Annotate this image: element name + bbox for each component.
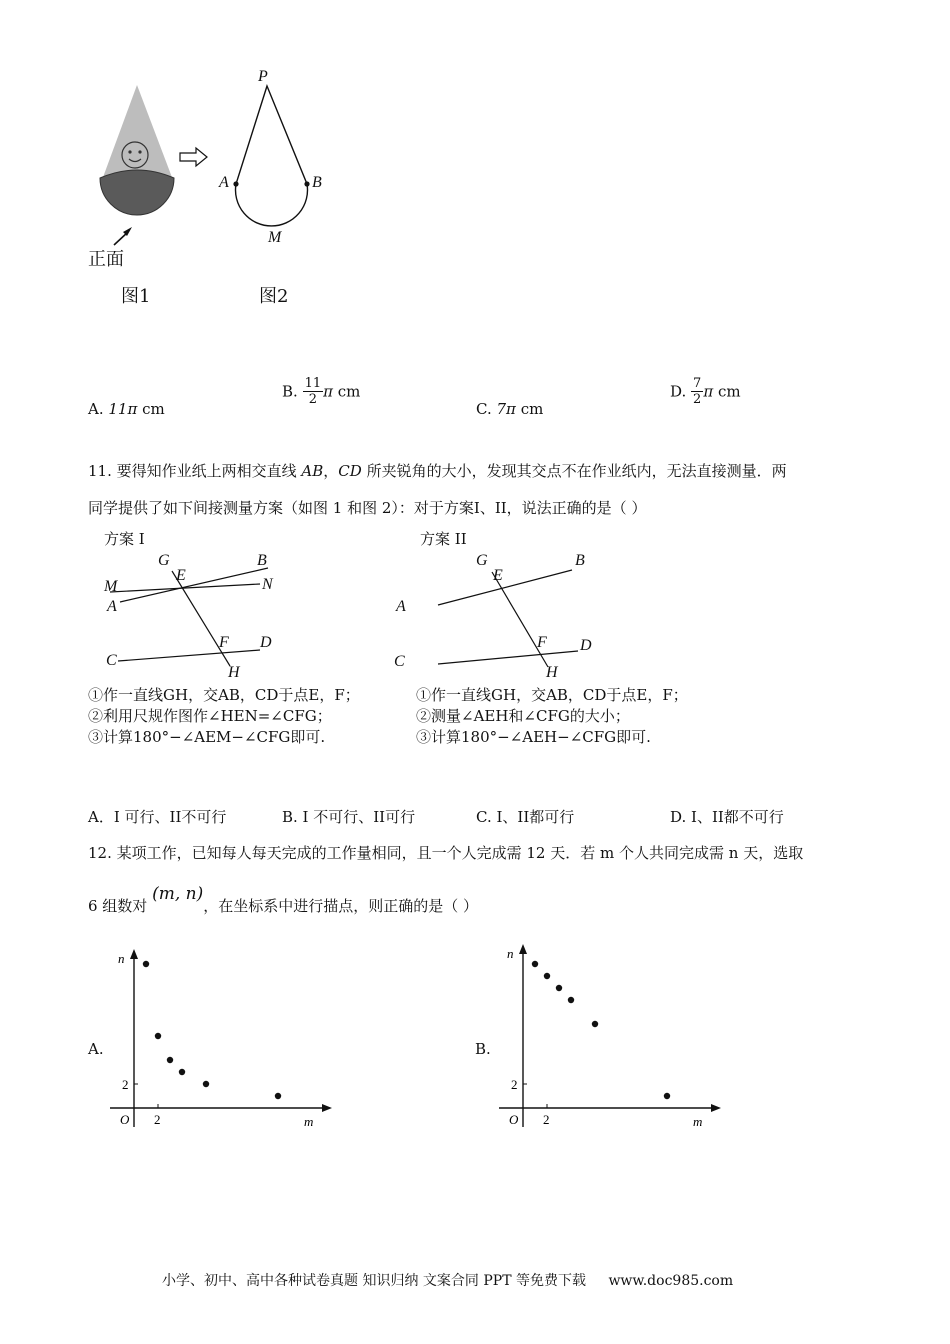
label-A: A: [219, 174, 229, 191]
data-point: [544, 973, 550, 979]
p2-H: H: [546, 664, 558, 681]
plan1-steps: [88, 685, 360, 748]
q10-option-b[interactable]: B. $\frac{11}{2}$ π cm: [282, 376, 361, 407]
y-axis-arrow: [519, 944, 527, 954]
y-axis-label: n: [118, 951, 125, 966]
q11-option-d[interactable]: D. I、II都不可行: [670, 808, 784, 826]
scoop-shape: [100, 170, 174, 215]
top-figures: [80, 60, 380, 260]
plan2-steps: [416, 685, 688, 748]
p2-F: F: [537, 634, 547, 651]
plan2-diagram: [420, 555, 620, 680]
p1-E: E: [176, 567, 186, 584]
plan1-title: 方案 I: [104, 530, 145, 548]
cone-shape: [102, 85, 173, 180]
plan2-step-3: ③计算180°−∠AEH−∠CFG即可.: [416, 728, 651, 746]
fig1-caption: 图1: [121, 286, 151, 307]
data-point: [167, 1057, 173, 1063]
y-axis-arrow: [130, 949, 138, 959]
data-point: [143, 961, 149, 967]
x-tick-label: 2: [154, 1112, 161, 1127]
p1-C: C: [106, 652, 117, 669]
fig2-caption: 图2: [259, 286, 289, 307]
q10-option-a[interactable]: A. 11π cm: [88, 400, 165, 418]
transform-arrow-icon: [180, 148, 207, 166]
p1-B: B: [257, 552, 267, 569]
plan1-step-1: ①作一直线GH，交AB，CD于点E，F；: [88, 686, 360, 704]
p2-B: B: [575, 552, 585, 569]
data-point: [664, 1093, 670, 1099]
q10-option-d[interactable]: D. $\frac{7}{2}$ π cm: [670, 376, 741, 407]
q10-option-c[interactable]: C. 7π cm: [476, 400, 544, 418]
footer-text: 小学、初中、高中各种试卷真题 知识归纳 文案合同 PPT 等免费下载: [162, 1273, 586, 1289]
data-point: [203, 1081, 209, 1087]
p1-M: M: [104, 578, 118, 595]
plan1-diagram: [90, 555, 310, 680]
p2-A: A: [396, 598, 406, 615]
p1-D: D: [260, 634, 272, 651]
plan2-title: 方案 II: [420, 530, 467, 548]
q12-option-b[interactable]: B.: [475, 1040, 491, 1058]
label-P: P: [258, 68, 268, 85]
p1-H: H: [228, 664, 240, 681]
footer: [162, 1270, 733, 1290]
chart-a: [108, 945, 338, 1135]
y-tick-label: 2: [122, 1077, 129, 1092]
data-point: [532, 961, 538, 967]
y-tick-label: 2: [511, 1077, 518, 1092]
q12-line2: 6 组数对 (m, n)，在坐标系中进行描点，则正确的是（ ）: [88, 884, 479, 915]
data-point: [155, 1033, 161, 1039]
label-B: B: [312, 174, 322, 191]
data-point: [592, 1021, 598, 1027]
plan1-step-2: ②利用尺规作图作∠HEN=∠CFG；: [88, 707, 332, 725]
q11-line1: 11. 要得知作业纸上两相交直线 AB，CD 所夹锐角的大小，发现其交点不在作业纸内，无法直接测量．两: [88, 462, 787, 480]
q12-line1: 12. 某项工作，已知每人每天完成的工作量相同，且一个人完成需 12 天．若 m 个人共同完成需 n 天，选取: [88, 844, 804, 862]
q12-option-a[interactable]: A.: [88, 1040, 104, 1058]
q11-option-b[interactable]: B. I 不可行、II可行: [282, 808, 416, 826]
p2-C: C: [394, 653, 405, 670]
p1-N: N: [262, 576, 273, 593]
plan1-step-3: ③计算180°−∠AEM−∠CFG即可.: [88, 728, 326, 746]
footer-url[interactable]: www.doc985.com: [608, 1273, 734, 1289]
x-axis-label: m: [693, 1114, 703, 1129]
p2-E: E: [493, 567, 503, 584]
data-point: [275, 1093, 281, 1099]
origin-label: O: [509, 1112, 519, 1127]
plan2-step-2: ②测量∠AEH和∠CFG的大小；: [416, 707, 630, 725]
fig2-outline: [236, 86, 308, 226]
y-axis-label: n: [507, 946, 514, 961]
p1-A: A: [107, 598, 117, 615]
x-axis-arrow: [711, 1104, 721, 1112]
p2-D: D: [580, 637, 592, 654]
p2-G: G: [476, 552, 488, 569]
q11-line2: 同学提供了如下间接测量方案（如图 1 和图 2）：对于方案I、II，说法正确的是（ ）: [88, 499, 647, 517]
data-point: [568, 997, 574, 1003]
origin-label: O: [120, 1112, 130, 1127]
p1-G: G: [158, 552, 170, 569]
front-label: 正面: [88, 249, 124, 270]
label-M: M: [268, 229, 282, 246]
q11-option-a[interactable]: A．I 可行、II不可行: [88, 808, 227, 826]
q11-option-c[interactable]: C. I、II都可行: [476, 808, 575, 826]
data-point: [179, 1069, 185, 1075]
x-axis-label: m: [304, 1114, 314, 1129]
data-point: [556, 985, 562, 991]
x-axis-arrow: [322, 1104, 332, 1112]
x-tick-label: 2: [543, 1112, 550, 1127]
plan2-step-1: ①作一直线GH，交AB，CD于点E，F；: [416, 686, 688, 704]
chart-b: [497, 940, 727, 1135]
p1-F: F: [219, 634, 229, 651]
